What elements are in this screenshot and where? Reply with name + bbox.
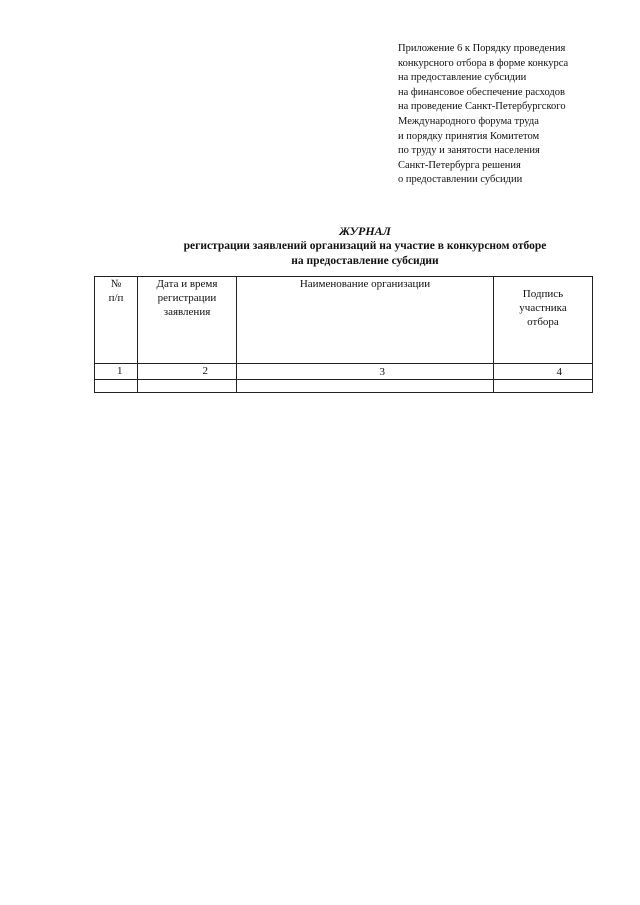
table-row-column-numbers (95, 364, 593, 380)
appendix-line: на финансовое обеспечение расходов (398, 86, 565, 98)
title-subtitle-line1: регистрации заявлений организаций на участие в конкурсном отборе (183, 240, 547, 252)
appendix-line: на проведение Санкт-Петербургского (398, 101, 566, 113)
empty-cell (95, 380, 138, 393)
column-number-1: 1 (95, 364, 138, 380)
title-subtitle-line2: на предоставление субсидии (291, 255, 439, 267)
appendix-note (398, 42, 633, 188)
appendix-line: Санкт-Петербурга решения (398, 159, 521, 171)
appendix-line: на предоставление субсидии (398, 72, 527, 84)
column-number-4: 4 (494, 364, 593, 380)
column-number-3: 3 (237, 364, 494, 380)
header-organization-name: Наименование организации (237, 277, 494, 364)
journal-table (94, 276, 593, 393)
appendix-line: по труду и занятости населения (398, 145, 540, 157)
appendix-line: конкурсного отбора в форме конкурса (398, 57, 569, 69)
appendix-line: Международного форума труда (398, 115, 539, 127)
appendix-line: о предоставлении субсидии (398, 174, 523, 186)
header-number: № п/п (95, 277, 138, 364)
empty-cell (237, 380, 494, 393)
appendix-line: Приложение 6 к Порядку проведения (398, 43, 566, 54)
table-row-empty (95, 380, 593, 393)
header-date-time: Дата и время регистрации заявления (138, 277, 237, 364)
header-signature: Подпись участника отбора (494, 277, 593, 364)
column-number-2: 2 (138, 364, 237, 380)
empty-cell (138, 380, 237, 393)
document-title (100, 224, 630, 269)
title-main: ЖУРНАЛ (339, 224, 391, 238)
empty-cell (494, 380, 593, 393)
table-header-row (95, 277, 593, 364)
appendix-line: и порядку принятия Комитетом (398, 130, 540, 142)
